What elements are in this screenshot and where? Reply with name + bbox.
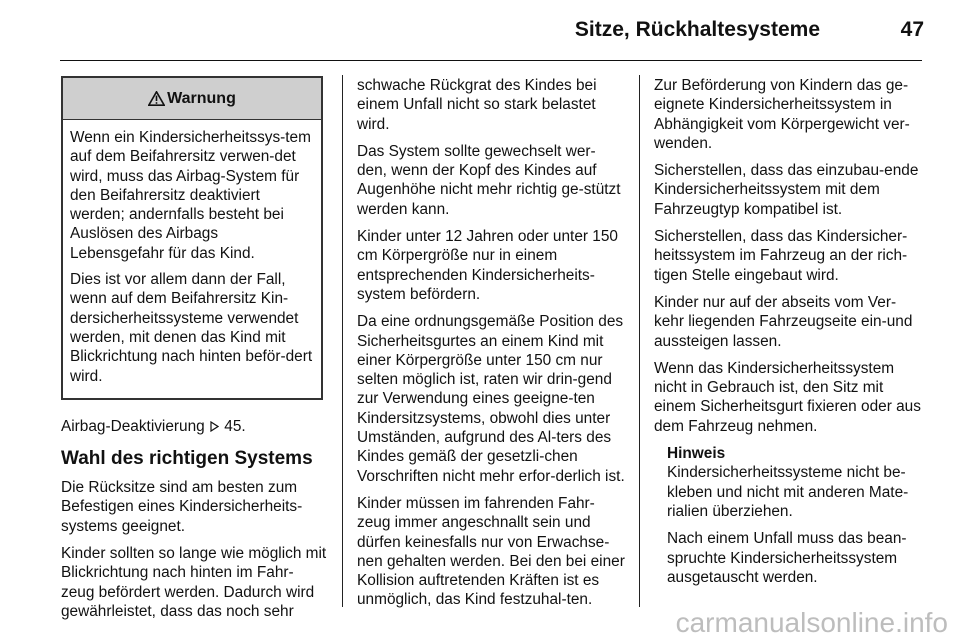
- column-divider-1: [342, 75, 343, 607]
- column-2: [357, 76, 625, 618]
- column-1: [61, 76, 327, 629]
- page-number: 47: [900, 18, 924, 41]
- body-paragraph: Wenn das Kindersicherheitssystem nicht in Gebrauch ist, den Sitz mit einem Sicherheitsgurt fixieren oder aus dem Fahrzeug nehmen.: [654, 359, 921, 435]
- section-title: Wahl des richtigen Systems: [61, 448, 313, 470]
- chapter-title: Sitze, Rückhaltesysteme: [574, 18, 820, 41]
- note-block: [667, 444, 924, 587]
- body-paragraph: Kinder sollten so lange wie möglich mit Blickrichtung nach hinten im Fahr-zeug befördert werden. Dadurch wird gewährleistet, dass das noch sehr: [61, 545, 327, 620]
- warning-triangle-icon: [148, 91, 165, 106]
- note-paragraph: Nach einem Unfall muss das bean-spruchte Kindersicherheitssystem ausgetauscht werden.: [667, 530, 907, 586]
- warning-title: Warnung: [167, 89, 236, 107]
- airbag-reference[interactable]: [61, 417, 327, 436]
- reference-page: 45.: [224, 417, 246, 435]
- warning-box: [61, 76, 323, 400]
- header-rule: [60, 60, 922, 61]
- warning-paragraph: Dies ist vor allem dann der Fall, wenn auf dem Beifahrersitz Kin-dersicherheitssysteme verwendet werden, mit denen das Kind mit Blickrichtung nach hinten beför-dert wird.: [70, 271, 313, 385]
- page-reference-triangle-icon: [210, 421, 219, 432]
- body-paragraph: schwache Rückgrat des Kindes bei einem Unfall nicht so stark belastet wird.: [357, 77, 597, 133]
- body-paragraph: Sicherstellen, dass das einzubau-ende Kindersicherheitssystem mit dem Fahrzeugtyp kompatibel ist.: [654, 162, 919, 218]
- body-paragraph: Zur Beförderung von Kindern das ge-eignete Kindersicherheitssystem in Abhängigkeit vom Körpergewicht ver-wenden.: [654, 77, 910, 152]
- column-3: [654, 76, 924, 595]
- warning-paragraph: Wenn ein Kindersicherheitssys-tem auf dem Beifahrersitz verwen-det wird, muss das Airbag-System für den Beifahrersitz deaktiviert werden; andernfalls besteht bei Auslösen des Airbags Lebensgefahr für das Kind.: [70, 129, 311, 262]
- body-paragraph: Das System sollte gewechselt wer-den, wenn der Kopf des Kindes auf Augenhöhe nicht mehr richtig ge-stützt werden kann.: [357, 142, 621, 218]
- body-paragraph: Kinder unter 12 Jahren oder unter 150 cm Körpergröße nur in einem entsprechenden Kindersicherheits-system befördern.: [357, 228, 618, 303]
- body-paragraph: Kinder müssen im fahrenden Fahr-zeug immer angeschnallt sein und dürfen keinesfalls nur von Erwachse-nen gehalten werden. Bei den bei einer Kollision auftretenden Kräften ist es unmöglich, das Kind festzuhal-ten.: [357, 494, 625, 609]
- column-divider-2: [639, 75, 640, 607]
- note-paragraph: Kindersicherheitssysteme nicht be-kleben und nicht mit anderen Mate-rialien überziehen.: [667, 464, 909, 520]
- body-paragraph: Die Rücksitze sind am besten zum Befestigen eines Kindersicherheits-systems geeignet.: [61, 479, 303, 535]
- body-paragraph: Da eine ordnungsgemäße Position des Sicherheitsgurtes an einem Kind mit einer Körpergröße unter 150 cm nur selten möglich ist, raten wir drin-gend zur Verwendung eines geeigne-ten Kindersitzsystems, obwohl dies unter Umständen, aufgrund des Al-ters des Kindes gemäß der gesetzli-chen Vorschriften nicht mehr erfor-derlich ist.: [357, 313, 625, 485]
- note-title: Hinweis: [667, 445, 726, 463]
- watermark: carmanualsonline.info: [675, 607, 948, 638]
- body-paragraph: Sicherstellen, dass das Kindersicher-heitssystem im Fahrzeug an der rich-tigen Stelle eingebaut wird.: [654, 228, 908, 284]
- body-paragraph: Kinder nur auf der abseits vom Ver-kehr liegenden Fahrzeugseite ein-und aussteigen lassen.: [654, 293, 913, 350]
- warning-body: [63, 120, 321, 398]
- reference-text: Airbag-Deaktivierung: [61, 417, 205, 435]
- warning-header: [63, 78, 321, 120]
